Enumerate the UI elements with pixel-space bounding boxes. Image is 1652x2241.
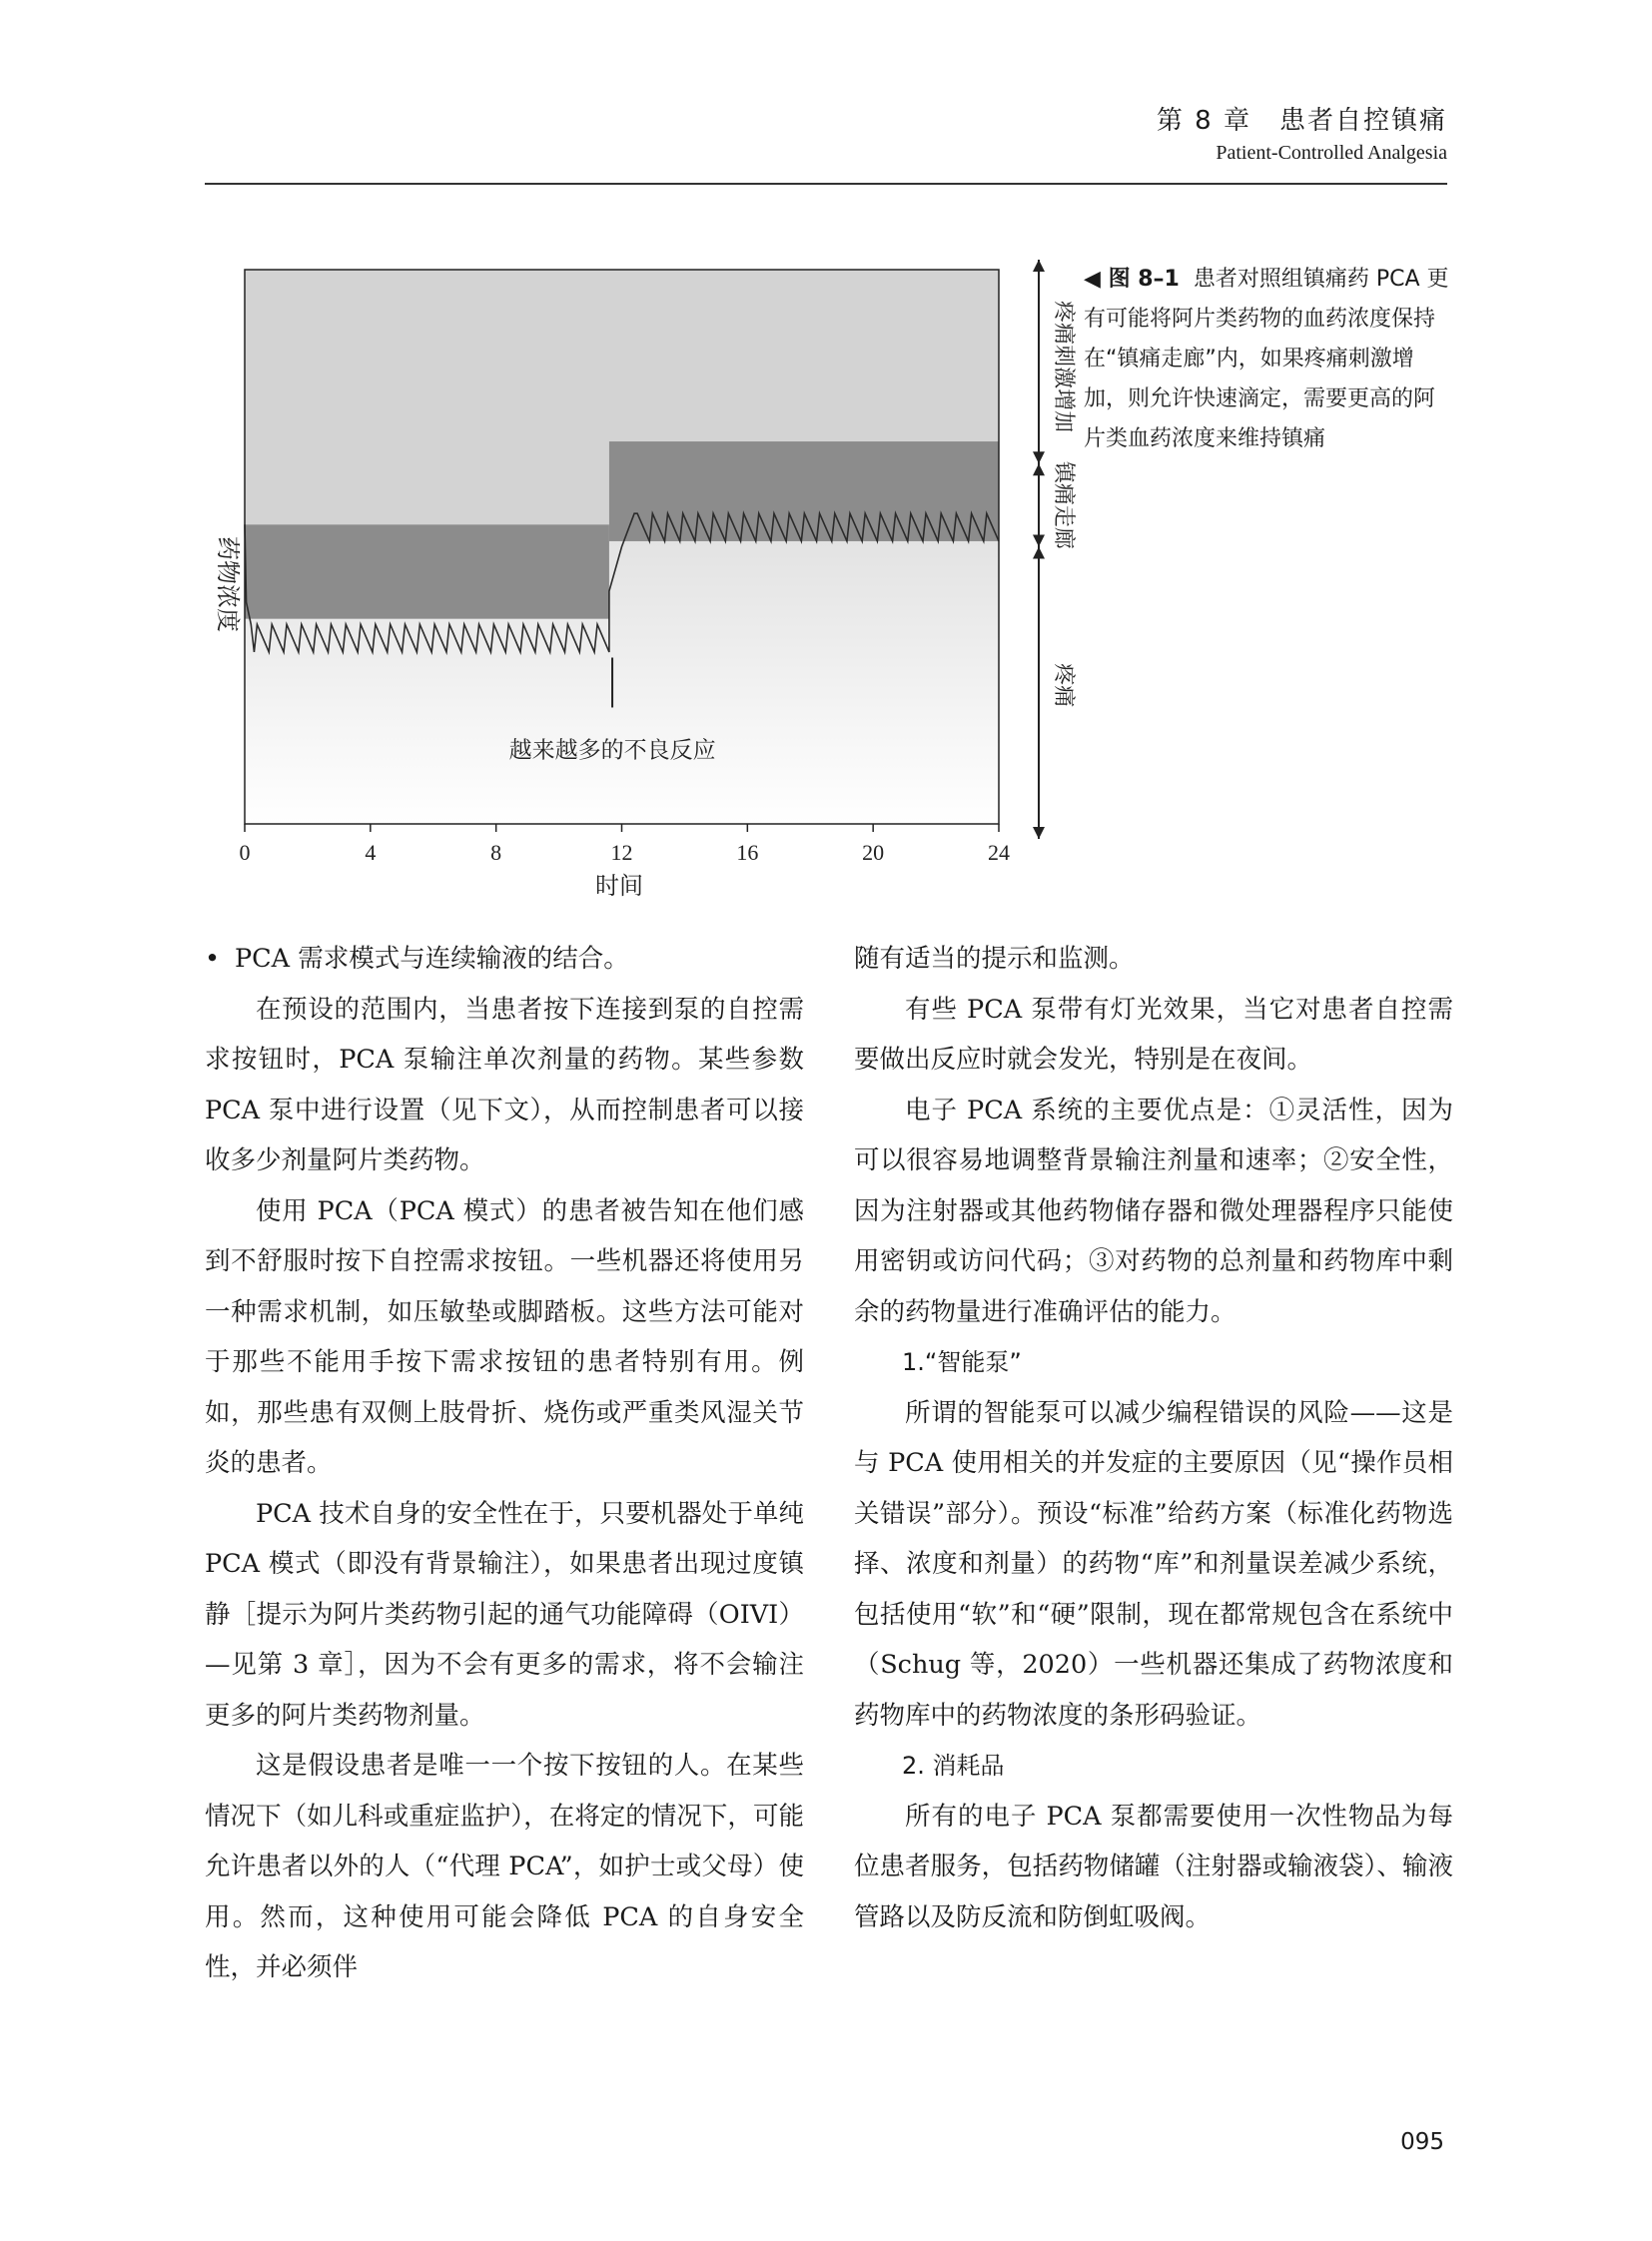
bracket-arrow-corridor-top (1033, 451, 1045, 475)
x-tick-label: 8 (490, 840, 502, 865)
section-heading-consumables: 2. 消耗品 (902, 1752, 1005, 1780)
x-tick-label: 20 (862, 840, 885, 865)
paragraph: 所有的电子 PCA 泵都需要使用一次性物品为每位患者服务，包括药物储罐（注射器或输液袋）、输液管路以及防反流和防倒虹吸阀。 (854, 1801, 1453, 1932)
y-axis-label: 药物浓度 (214, 536, 242, 632)
running-header-chapter: 第 8 章 患者自控镇痛 (1156, 106, 1447, 136)
x-tick-label: 4 (365, 840, 377, 865)
annotation-adverse-effects: 越来越多的不良反应 (508, 737, 716, 764)
bracket-arrow-bottom (1033, 827, 1045, 839)
x-tick-label: 12 (610, 840, 633, 865)
running-header-english: Patient-Controlled Analgesia (1216, 142, 1447, 164)
paragraph: 这是假设患者是唯一一个按下按钮的人。在某些情况下（如儿科或重症监护），在将定的情况下，可能允许患者以外的人（“代理 PCA”，如护士或父母）使用。然而，这种使用可能会降低 PCA 的自身安全性，并必须伴 (205, 1751, 804, 1982)
bullet-item: • PCA 需求模式与连续输液的结合。 (205, 934, 804, 985)
paragraph: 在预设的范围内，当患者按下连接到泵的自控需求按钮时，PCA 泵输注单次剂量的药物。某些参数 PCA 泵中进行设置（见下文），从而控制患者可以接收多少剂量阿片类药物。 (205, 994, 804, 1175)
header-divider (205, 183, 1447, 185)
x-tick-label: 24 (988, 840, 1010, 865)
paragraph: 有些 PCA 泵带有灯光效果，当它对患者自控需要做出反应时就会发光，特别是在夜间。 (854, 994, 1453, 1075)
figure-caption-text: 患者对照组镇痛药 PCA 更有可能将阿片类药物的血药浓度保持在“镇痛走廊”内，如果疼痛刺激增加，则允许快速滴定，需要更高的阿片类血药浓度来维持镇痛 (1084, 267, 1449, 451)
paragraph: PCA 技术自身的安全性在于，只要机器处于单纯 PCA 模式（即没有背景输注），如果患者出现过度镇静［提示为阿片类药物引起的通气功能障碍（OIVI）—见第 3 章］，因为不会有更多的需求，将不会输注更多的阿片类药物剂量。 (205, 1498, 804, 1731)
bracket-arrow-corridor-bottom (1033, 535, 1045, 559)
figure-8-1-chart (190, 255, 1076, 914)
paragraph: 使用 PCA（PCA 模式）的患者被告知在他们感到不舒服时按下自控需求按钮。一些机器还将使用另一种需求机制，如压敏垫或脚踏板。这些方法可能对于那些不能用手按下需求按钮的患者特别有用。例如，那些患有双侧上肢骨折、烧伤或严重类风湿关节炎的患者。 (205, 1195, 804, 1478)
right-column (854, 934, 1453, 1942)
page-number: 095 (1400, 2129, 1444, 2155)
x-axis-label: 时间 (595, 872, 643, 900)
zone-bracket (1033, 260, 1076, 839)
analgesic-corridor-band (245, 524, 609, 618)
figure-label: ◀ 图 8–1 (1084, 267, 1180, 292)
section-heading-smart-pump: 1.“智能泵” (902, 1348, 1022, 1376)
paragraph-continued: 随有适当的提示和监测。 (854, 944, 1135, 974)
paragraph: 所谓的智能泵可以减少编程错误的风险——这是与 PCA 使用相关的并发症的主要原因（见“操作员相关错误”部分）。预设“标准”给药方案（标准化药物选择、浓度和剂量）的药物“库”和剂量误差减少系统，包括使用“软”和“硬”限制，现在都常规包含在系统中（Schug 等，2020）一些机器还集成了药物浓度和药物库中的药物浓度的条形码验证。 (854, 1397, 1453, 1731)
zone-label: 镇痛走廊 (1051, 460, 1076, 549)
paragraph: 电子 PCA 系统的主要优点是：①灵活性，因为可以很容易地调整背景输注剂量和速率；②安全性，因为注射器或其他药物储存器和微处理器程序只能使用密钥或访问代码；③对药物的总剂量和药物库中剩余的药物量进行准确评估的能力。 (854, 1095, 1453, 1327)
figure-caption (1084, 260, 1453, 459)
x-tick-label: 0 (239, 840, 251, 865)
plot-area (245, 270, 999, 824)
left-column (205, 934, 804, 1993)
zone-label: 疼痛刺激增加 (1051, 301, 1076, 433)
x-axis (240, 824, 1011, 865)
bracket-arrow-top (1033, 260, 1045, 272)
zone-label: 疼痛 (1051, 663, 1076, 708)
x-tick-label: 16 (736, 840, 759, 865)
